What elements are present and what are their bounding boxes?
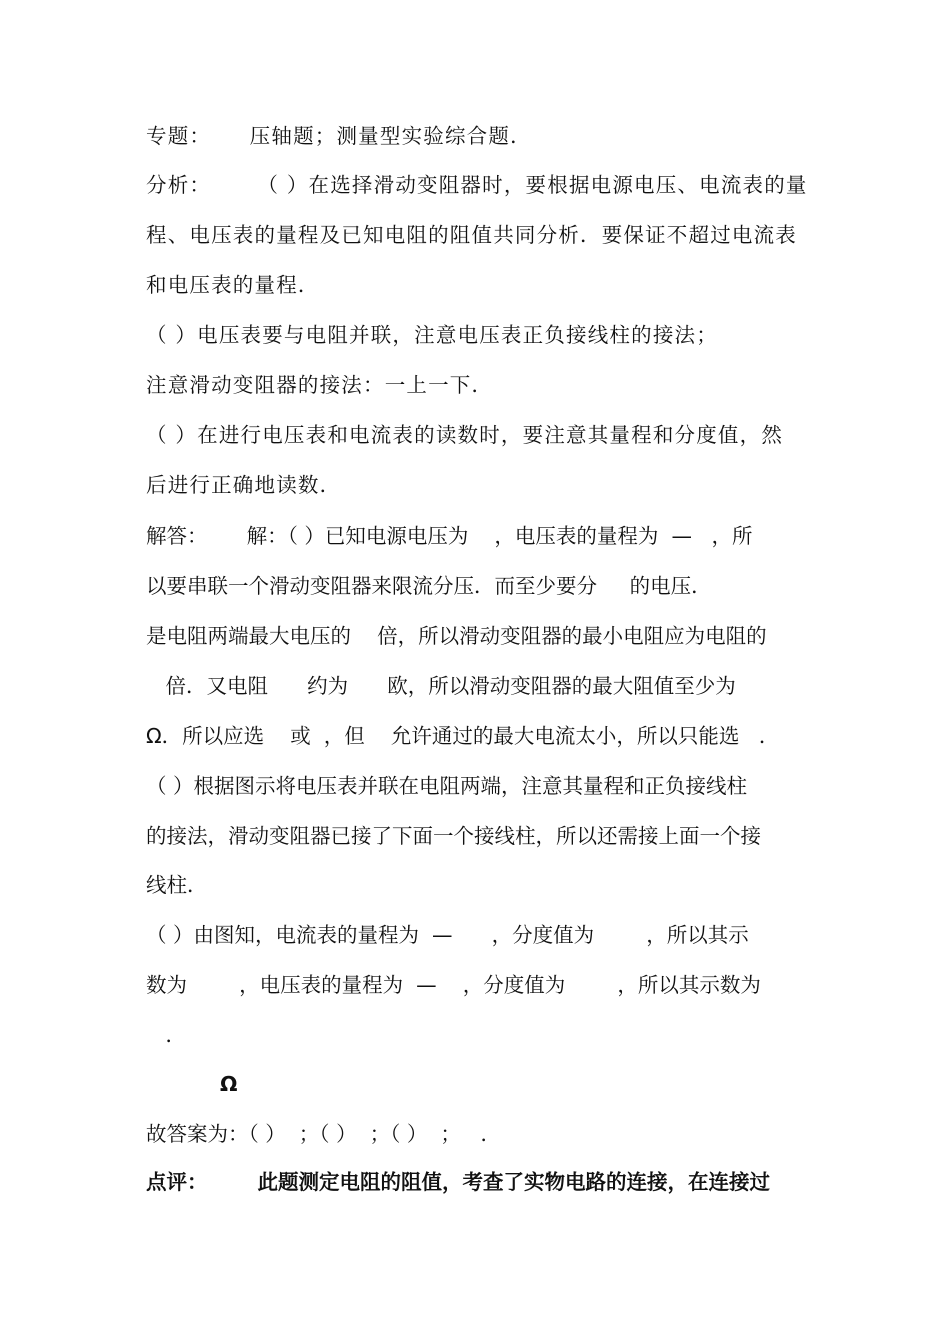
- analysis-line-3: 和电压表的量程．: [146, 273, 320, 297]
- answer-line-4: 倍．又电阻 约为 欧，所以滑动变阻器的最大阻值至少为: [146, 674, 736, 698]
- answer-line-1: 解答： 解：（ ）已知电源电压为 ，电压表的量程为 — ，所: [146, 524, 753, 548]
- answer-line-7: 的接法，滑动变阻器已接了下面一个接线柱，所以还需接上面一个接: [146, 824, 761, 848]
- analysis-line-2: 程、电压表的量程及已知电阻的阻值共同分析．要保证不超过电流表: [146, 223, 797, 247]
- analysis-line-4: （ ）电压表要与电阻并联，注意电压表正负接线柱的接法；: [146, 323, 718, 347]
- analysis-line-1: 分析： （ ）在选择滑动变阻器时，要根据电源电压、电流表的量: [146, 173, 808, 197]
- omega-symbol: Ω: [220, 1072, 238, 1096]
- answer-line-2: 以要串联一个滑动变阻器来限流分压．而至少要分 的电压．: [146, 574, 712, 598]
- analysis-line-7: 后进行正确地读数．: [146, 473, 342, 497]
- answer-line-11: ．: [146, 1023, 187, 1047]
- analysis-line-6: （ ）在进行电压表和电流表的读数时，要注意其量程和分度值，然: [146, 423, 784, 447]
- answer-line-10: 数为 ，电压表的量程为 — ，分度值为 ，所以其示数为: [146, 973, 761, 997]
- topic-line: 专题： 压轴题；测量型实验综合题．: [146, 124, 532, 148]
- answer-line-8: 线柱．: [146, 873, 208, 897]
- comment-line: 点评： 此题测定电阻的阻值，考查了实物电路的连接，在连接过: [146, 1170, 770, 1194]
- answer-line-3: 是电阻两端最大电压的 倍，所以滑动变阻器的最小电阻应为电阻的: [146, 624, 767, 648]
- answer-line-5: Ω．所以应选 或 ，但 允许通过的最大电流太小，所以只能选 ．: [146, 724, 780, 748]
- answer-line-6: （ ）根据图示将电压表并联在电阻两端，注意其量程和正负接线柱: [146, 774, 748, 798]
- answer-line-9: （ ）由图知，电流表的量程为 — ，分度值为 ，所以其示: [146, 923, 749, 947]
- analysis-line-5: 注意滑动变阻器的接法：一上一下．: [146, 373, 494, 397]
- final-answer-line: 故答案为：（ ） ；（ ） ；（ ） ； ．: [146, 1122, 501, 1146]
